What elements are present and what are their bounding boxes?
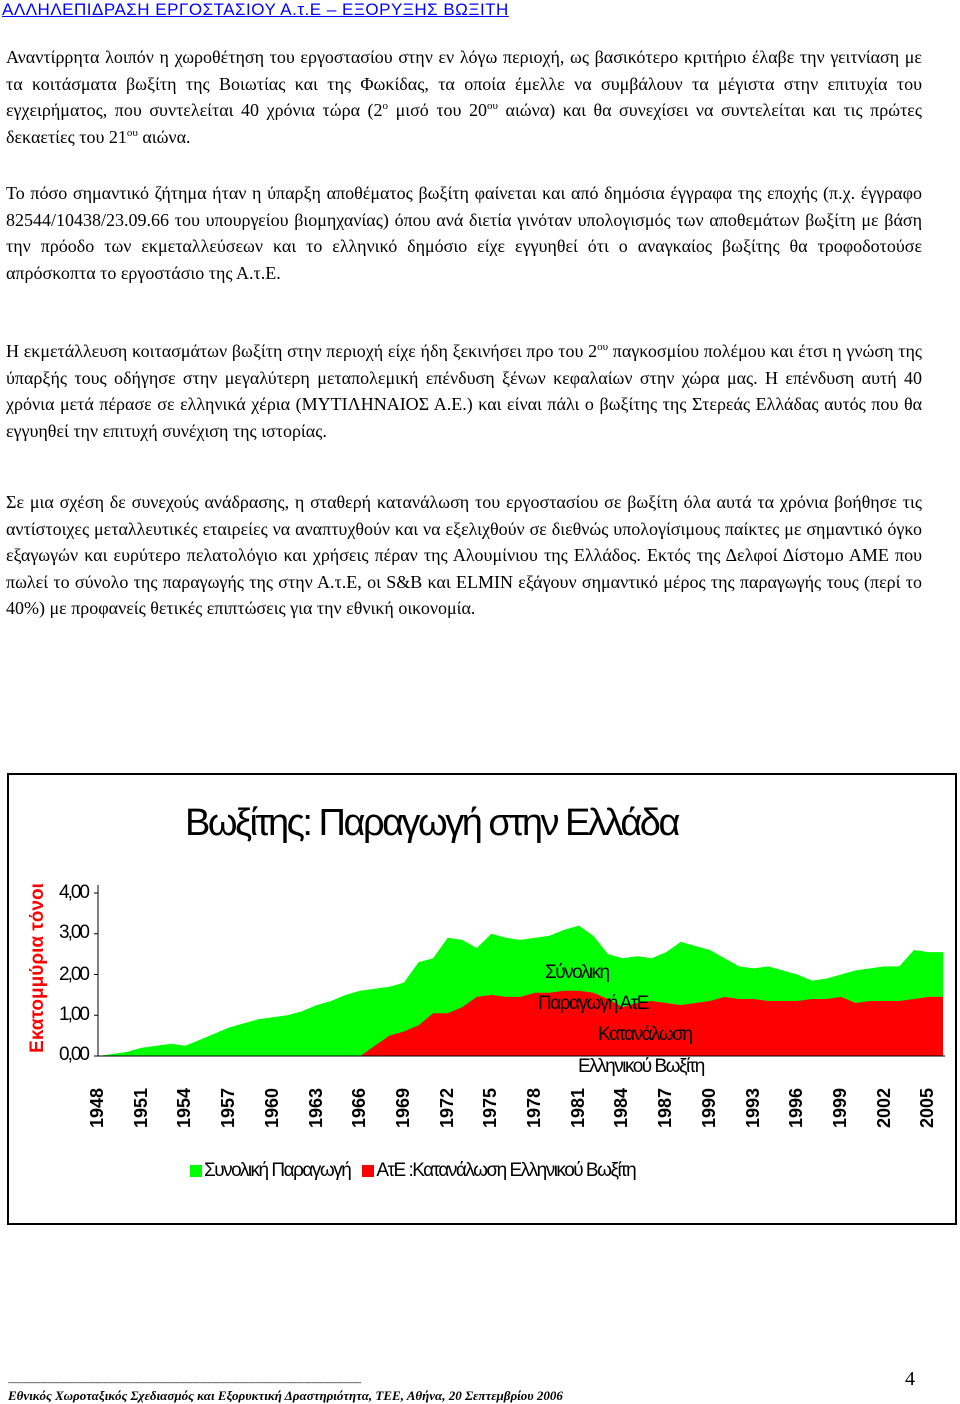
x-tick-label: 1951 bbox=[130, 1087, 151, 1128]
x-tick-label: 1954 bbox=[174, 1087, 195, 1128]
p3-text-a: Η εκμετάλλευση κοιτασμάτων βωξίτη στην περιοχή είχε ήδη ξεκινήσει προ του 2 bbox=[6, 341, 598, 361]
x-tick-label: 1996 bbox=[786, 1087, 807, 1128]
footer-text: Εθνικός Χωροταξικός Σχεδιασμός και Εξορυκτική Δραστηριότητα, ΤΕΕ, Αθήνα, 20 Σεπτεμβρίου 2006 bbox=[8, 1388, 563, 1403]
page-number: 4 bbox=[905, 1368, 915, 1390]
x-tick-label: 1987 bbox=[655, 1087, 676, 1128]
x-tick-label: 1972 bbox=[436, 1087, 457, 1128]
legend-swatch-ate bbox=[362, 1165, 374, 1177]
y-tick-label: 2,00 bbox=[59, 964, 88, 985]
legend-swatch-total bbox=[190, 1165, 202, 1177]
y-tick-label: 0,00 bbox=[59, 1044, 88, 1065]
x-tick-label: 1948 bbox=[87, 1087, 107, 1128]
p1-text-b: μισό του 20 bbox=[388, 100, 488, 120]
document-header: ΑΛΛΗΛΕΠΙΔΡΑΣΗ ΕΡΓΟΣΤΑΣΙΟΥ Α.τ.Ε – ΕΞΟΡΥΞΗΣ ΒΩΞΙΤΗ bbox=[2, 0, 509, 19]
x-tick-label: 1984 bbox=[611, 1087, 632, 1128]
x-tick-label: 1981 bbox=[567, 1087, 588, 1128]
y-tick-label: 4,00 bbox=[59, 882, 88, 903]
x-tick-label: 1960 bbox=[261, 1087, 282, 1128]
y-tick-label: 1,00 bbox=[59, 1004, 88, 1025]
chart-y-axis-label: Εκατομμύρια τόνοι bbox=[27, 883, 48, 1053]
p1-superscript-2: ου bbox=[487, 100, 498, 112]
p3-text-b: παγκοσμίου πολέμου και έτσι η γνώση της ύπαρξής τους οδήγησε στην μεγαλύτερη μεταπολεμική επένδυση ξένων κεφαλαίων στην χώρα μας. Η επένδυση αυτή 40 χρόνια μετά πέρασε σε ελληνικά χέρια (ΜΥΤΙΛΗΝΑΙΟΣ Α.Ε.) και είναι πάλι ο βωξίτης της Στερεάς Ελλάδας αυτός που θα εγγυηθεί την επιτυχή συνέχιση της ιστορίας. bbox=[6, 341, 922, 441]
x-tick-label: 1993 bbox=[742, 1087, 763, 1128]
x-tick-label: 1966 bbox=[349, 1087, 370, 1128]
x-tick-label: 1975 bbox=[480, 1087, 501, 1128]
x-tick-label: 1999 bbox=[830, 1087, 851, 1128]
paragraph-2: Το πόσο σημαντικό ζήτημα ήταν η ύπαρξη αποθέματος βωξίτη φαίνεται και από δημόσια έγγραφα της εποχής (π.χ. έγγραφο 82544/10438/23.09.66 του υπουργείου βιομηχανίας) όπου ανά διετία γινόταν υπολογισμός των αποθεμάτων βωξίτη με βάση την πρόοδο των εκμεταλλεύσεων και το ελληνικό δημόσιο είχε εγγυηθεί ότι ο αναγκαίος βωξίτης θα τροφοδοτούσε απρόσκοπτα το εργοστάσιο της Α.τ.Ε. bbox=[6, 183, 922, 283]
x-tick-label: 1963 bbox=[305, 1087, 326, 1128]
x-tick-label: 1969 bbox=[392, 1087, 413, 1128]
x-tick-label: 1978 bbox=[524, 1087, 545, 1128]
paragraph-4: Σε μια σχέση δε συνεχούς ανάδρασης, η σταθερή κατανάλωση του εργοστασίου σε βωξίτη όλα αυτά τα χρόνια βοήθησε τις αντίστοιχες μεταλλευτικές εταιρείες να αναπτυχθούν και να εξελιχθούν σε διεθνώς υπολογίσιμους παίκτες με σημαντικό όγκο εξαγωγών και ευρύτερο πελατολόγιο και χρήσεις πέραν της Αλουμίνιου της Ελλάδος. Εκτός της Δελφοί Δίστομο ΑΜΕ που πωλεί το σύνολο της παραγωγής της στην Α.τ.Ε, οι S&B και ELMIN εξάγουν σημαντικό μέρος της παραγωγής τους (περί το 40%) με προφανείς θετικές επιπτώσεις για την εθνική οικονομία. bbox=[6, 492, 922, 618]
chart-annotation: Παραγωγή ΑτΕ bbox=[538, 993, 648, 1014]
p3-superscript: ου bbox=[597, 341, 609, 353]
legend-label-ate: ΑτΕ :Κατανάλωση Ελληνικού Βωξίτη bbox=[376, 1160, 636, 1181]
chart-annotation: Κατανάλωση bbox=[598, 1024, 692, 1045]
legend-label-total: Συνολική Παραγωγή bbox=[204, 1160, 351, 1181]
x-tick-label: 1990 bbox=[698, 1087, 719, 1128]
p1-text-d: αιώνα. bbox=[137, 126, 191, 147]
chart-annotation: Σύνολικη bbox=[545, 962, 609, 983]
footer-rule: ------------------------------------------------------------------------------------------------------------------------------------------------------------------- bbox=[8, 1378, 361, 1387]
x-tick-label: 2002 bbox=[873, 1087, 894, 1128]
p1-text-a: Αναντίρρητα λοιπόν η χωροθέτηση του εργοστασίου στην εν λόγω περιοχή, ως βασικότερο κριτήριο έλαβε την γειτνίαση με τα κοιτάσματα βωξίτη της Βοιωτίας και της Φωκίδας, τα οποία έμελλε να συμβάλουν τα μέγιστα στην επιτυχία του εγχειρήματος, που συντελείται 40 χρόνια τώρα (2 bbox=[6, 47, 922, 120]
x-tick-label: 2005 bbox=[917, 1087, 938, 1128]
p1-text-c: αιώνα) και θα συνεχίσει να συντελείται και τις πρώτες δεκαετίες του 21 bbox=[6, 100, 922, 147]
p1-superscript-3: ου bbox=[126, 126, 138, 139]
chart-legend bbox=[190, 1160, 635, 1182]
x-tick-label: 1957 bbox=[218, 1087, 239, 1128]
chart-annotation: Ελληνικού Βωξίτη bbox=[578, 1056, 704, 1077]
chart-title: Βωξίτης: Παραγωγή στην Ελλάδα bbox=[185, 802, 678, 844]
p1-superscript-1: ο bbox=[382, 100, 389, 112]
y-tick-label: 3,00 bbox=[59, 922, 88, 943]
